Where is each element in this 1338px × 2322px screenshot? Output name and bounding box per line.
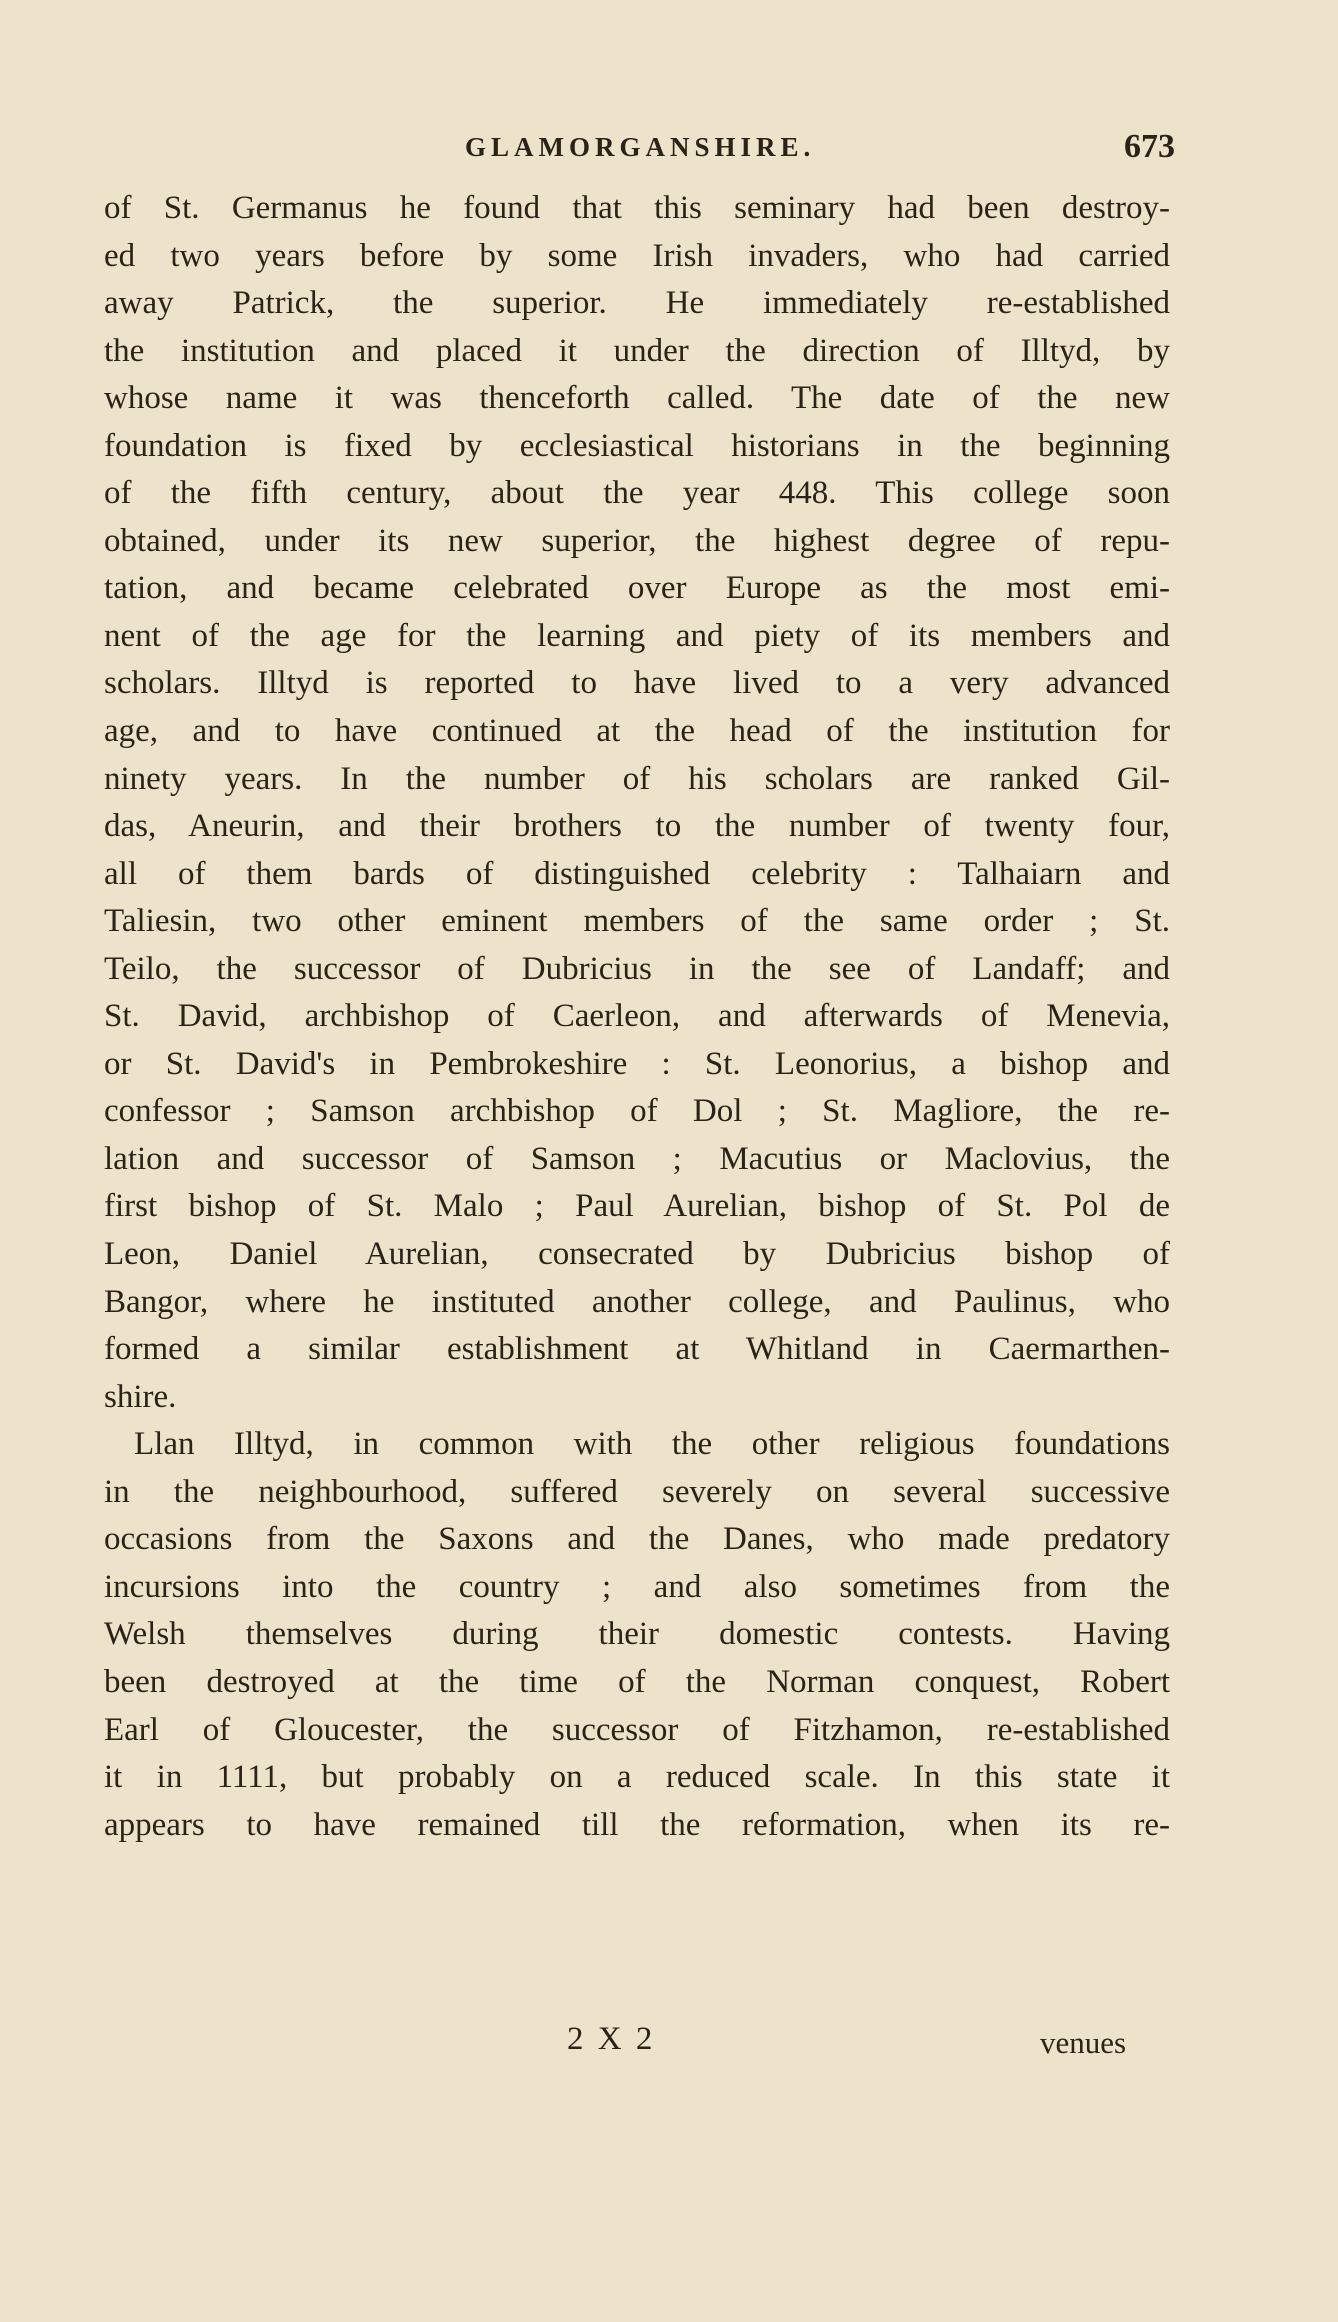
text-line: age, and to have continued at the head of the institution for xyxy=(104,713,1170,750)
text-line: appears to have remained till the reformation, when its re- xyxy=(104,1806,1170,1843)
text-line: foundation is fixed by ecclesiastical historians in the beginning xyxy=(104,427,1170,464)
text-line: all of them bards of distinguished celebrity : Talhaiarn and xyxy=(104,855,1170,892)
text-line: been destroyed at the time of the Norman conquest, Robert xyxy=(104,1663,1170,1700)
text-line: the institution and placed it under the direction of Illtyd, by xyxy=(104,332,1170,369)
running-title: GLAMORGANSHIRE. xyxy=(465,132,816,162)
text-line: ninety years. In the number of his scholars are ranked Gil- xyxy=(104,760,1170,797)
text-line: Bangor, where he instituted another college, and Paulinus, who xyxy=(104,1283,1170,1320)
text-line: away Patrick, the superior. He immediately re-established xyxy=(104,285,1170,322)
text-line: first bishop of St. Malo ; Paul Aurelian, bishop of St. Pol de xyxy=(104,1188,1170,1225)
body-text xyxy=(104,185,1170,1849)
text-line: it in 1111, but probably on a reduced scale. In this state it xyxy=(104,1759,1170,1796)
text-line: das, Aneurin, and their brothers to the number of twenty four, xyxy=(104,808,1170,845)
catchword: venues xyxy=(1040,2025,1127,2060)
text-line: nent of the age for the learning and piety of its members and xyxy=(104,617,1170,654)
text-line: formed a similar establishment at Whitland in Caermarthen- xyxy=(104,1331,1170,1368)
paragraph xyxy=(104,1421,1170,1849)
text-line: of St. Germanus he found that this seminary had been destroy- xyxy=(104,190,1170,226)
text-line: Leon, Daniel Aurelian, consecrated by Dubricius bishop of xyxy=(104,1236,1170,1273)
text-line: Teilo, the successor of Dubricius in the see of Landaff; and xyxy=(104,950,1170,987)
paragraph xyxy=(104,185,1170,1421)
text-line: shire. xyxy=(104,1378,177,1415)
text-line: in the neighbourhood, suffered severely on several successive xyxy=(104,1473,1170,1510)
text-line: of the fifth century, about the year 448. This college soon xyxy=(104,475,1170,512)
text-line: incursions into the country ; and also sometimes from the xyxy=(104,1568,1170,1605)
page-number: 673 xyxy=(1124,128,1175,165)
text-line: scholars. Illtyd is reported to have lived to a very advanced xyxy=(104,665,1170,702)
text-line: Earl of Gloucester, the successor of Fitzhamon, re-established xyxy=(104,1711,1170,1748)
text-line: ed two years before by some Irish invaders, who had carried xyxy=(104,237,1170,274)
text-line: confessor ; Samson archbishop of Dol ; St. Magliore, the re- xyxy=(104,1093,1170,1130)
running-head xyxy=(0,128,1338,168)
text-line: Llan Illtyd, in common with the other religious foundations xyxy=(134,1426,1170,1463)
text-line: tation, and became celebrated over Europe as the most emi- xyxy=(104,570,1170,607)
page-footer xyxy=(0,2021,1338,2071)
text-line: occasions from the Saxons and the Danes, who made predatory xyxy=(104,1521,1170,1558)
text-line: Welsh themselves during their domestic contests. Having xyxy=(104,1616,1170,1653)
text-line: Taliesin, two other eminent members of the same order ; St. xyxy=(104,903,1170,940)
text-line: or St. David's in Pembrokeshire : St. Leonorius, a bishop and xyxy=(104,1045,1170,1082)
signature-mark: 2 X 2 xyxy=(567,2021,656,2057)
text-line: whose name it was thenceforth called. The date of the new xyxy=(104,380,1170,417)
text-line: St. David, archbishop of Caerleon, and afterwards of Menevia, xyxy=(104,998,1170,1035)
text-line: obtained, under its new superior, the highest degree of repu- xyxy=(104,522,1170,559)
text-line: lation and successor of Samson ; Macutius or Maclovius, the xyxy=(104,1140,1170,1177)
